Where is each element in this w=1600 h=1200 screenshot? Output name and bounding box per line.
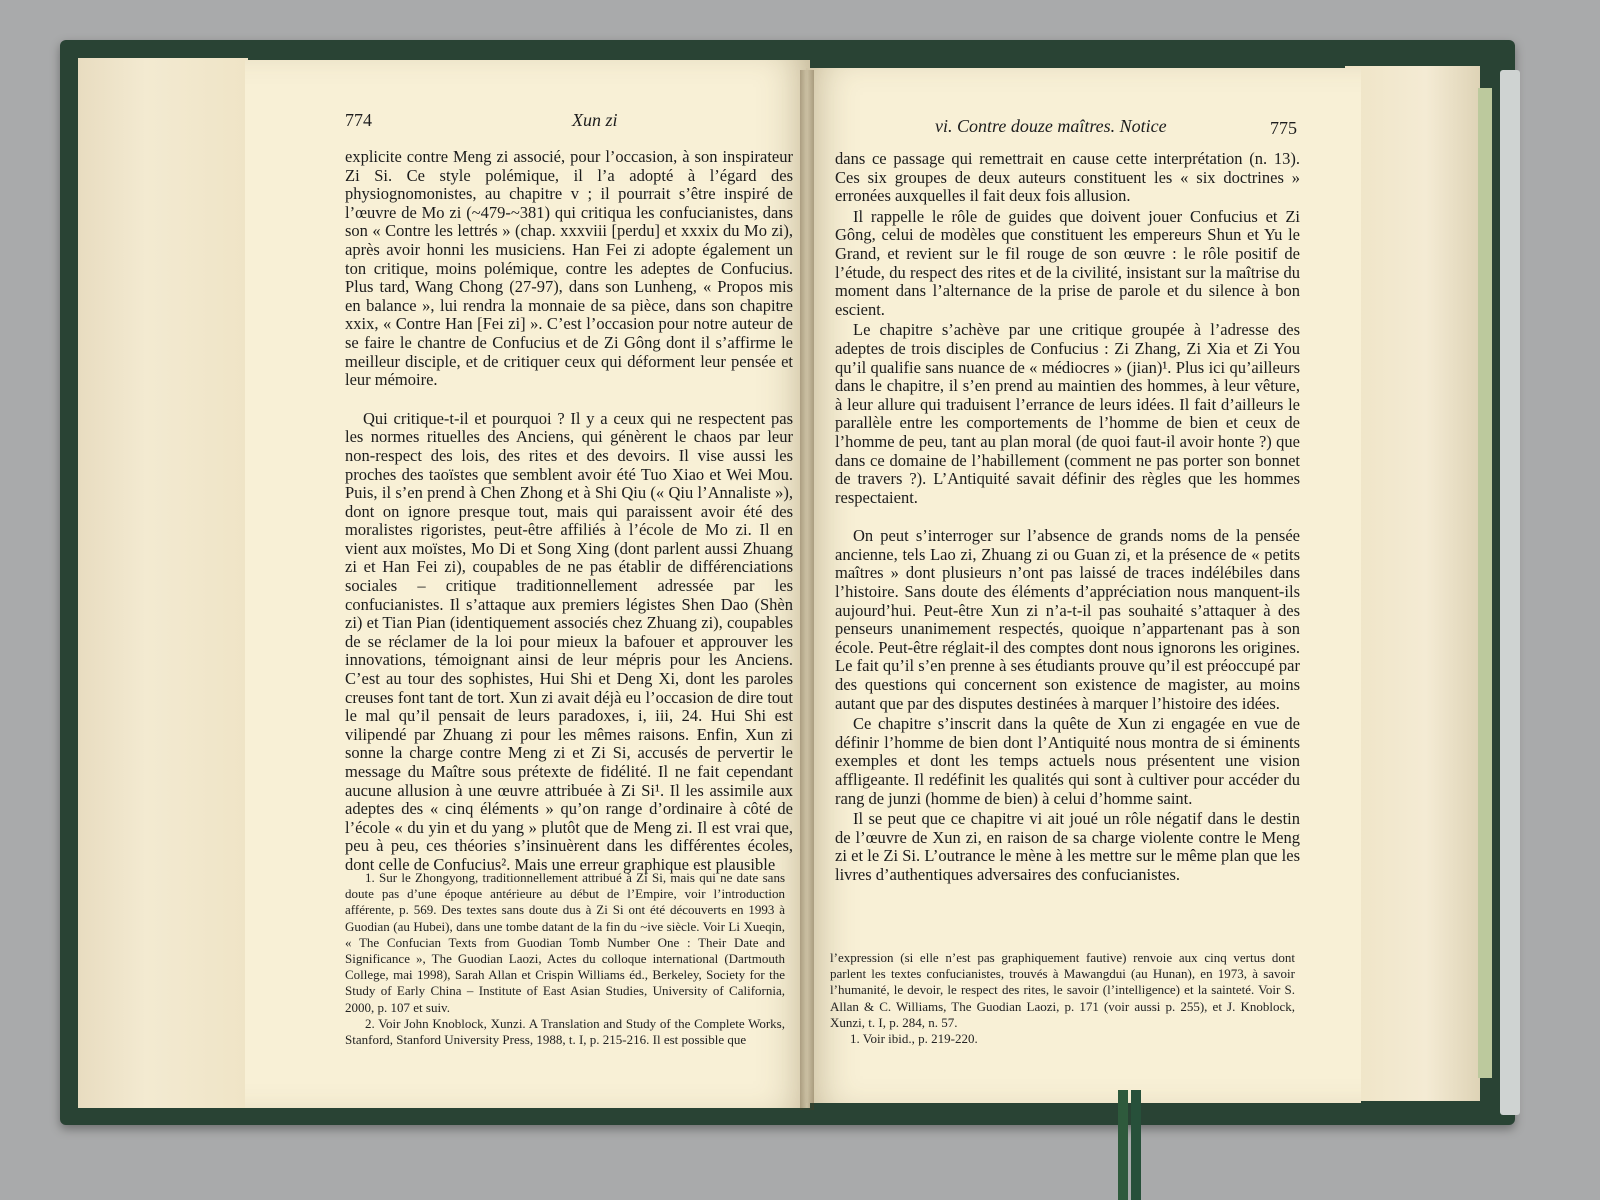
book-gutter xyxy=(800,70,814,1110)
page-block-tint xyxy=(1478,88,1492,1078)
left-running-head: Xun zi xyxy=(572,110,618,130)
paragraph: dans ce passage qui remettrait en cause cette interprétation (n. 13). Ces six groupes de deux auteurs constituent les « six doctrines » erronées auxquelles il fait deux fois allusion. xyxy=(835,149,1300,206)
left-footnotes xyxy=(345,870,785,1048)
footnote: 1. Sur le Zhongyong, traditionnellement attribué à Zi Si, mais qui ne date sans doute pas d’une époque antérieure au début de l’Empire, voir l’introduction afférente, p. 569. Des textes sans doute dus à Zi Si ont été découverts en 1993 à Guodian (au Hubei), dans une tombe datant de la fin du ~ive siècle. Voir Li Xueqin, « The Confucian Texts from Guodian Tomb Number One : Their Date and Significance », The Guodian Laozi, Actes du colloque international (Dartmouth College, mai 1998), Sarah Allan et Crispin Williams éd., Berkeley, Society for the Study of Early China – Institute of East Asian Studies, University of California, 2000, p. 107 et suiv. xyxy=(345,870,785,1015)
bookmark-ribbon xyxy=(1131,1090,1141,1200)
footnote: 1. Voir ibid., p. 219-220. xyxy=(850,1031,978,1047)
bookmark-ribbon xyxy=(1118,1090,1128,1200)
right-running-head: vi. Contre douze maîtres. Notice xyxy=(935,116,1167,136)
footnote: 2. Voir John Knoblock, Xunzi. A Translation and Study of the Complete Works, Stanford, Stanford University Press, 1988, t. I, p. 215-216. Il est possible que xyxy=(345,1015,785,1048)
paragraph: Il rappelle le rôle de guides que doivent jouer Confucius et Zi Gông, celui de modèles que constituent les empereurs Shun et Yu le Grand, et revient sur le fil rouge de son œuvre : le rôle positif de l’étude, du respect des rites et de la civilité, insistant sur la maîtrise du moment dans l’alternance de la prise de parole et du silence à bon escient. xyxy=(835,206,1300,319)
cover-edge xyxy=(1500,70,1520,1115)
right-body-text xyxy=(835,150,1300,885)
paragraph: explicite contre Meng zi associé, pour l’occasion, à son inspirateur Zi Si. Ce style polémique, il l’a adopté à l’égard des physiognomonistes, au chapitre v ; il pourrait s’être inspiré de l’œuvre de Mo zi (~479-~381) qui critiqua les confucianistes, dans son « Contre les lettrés » (chap. xxxviii [perdu] et xxxix du Mo zi), après avoir honni les musiciens. Han Fei zi adopte également un ton critique, moins polémique, contre les adeptes de Confucius. Plus tard, Wang Chong (27-97), dans son Lunheng, « Propos mis en balance », lui rendra la monnaie de sa pièce, dans son chapitre xxix, « Contre Han [Fei zi] ». C’est l’occasion pour notre auteur de se faire le chantre de Confucius et de Zi Gông dont il s’affirme le meilleur disciple, et de critiquer ceux qui déforment leur pensée et leur mémoire. xyxy=(345,147,793,390)
right-page-block xyxy=(1345,66,1480,1101)
paragraph: Ce chapitre s’inscrit dans la quête de Xun zi engagée en vue de définir l’homme de bien dont l’Antiquité nous montra de si éminents exemples et dont les temps actuels nous présentent une vision affligeante. Il redéfinit les qualités qui sont à cultiver pour accéder du rang de junzi (homme de bien) à celui d’homme saint. xyxy=(835,714,1300,808)
paragraph: On peut s’interroger sur l’absence de grands noms de la pensée ancienne, tels Lao zi, Zhuang zi ou Guan zi, et la présence de « petits maîtres » dont plusieurs n’ont pas laissé de traces indélébiles dans l’histoire. Sans doute des éléments d’appréciation nous manquent-ils aujourd’hui. Peut-être Xun zi n’a-t-il pas souhaité s’attaquer à des penseurs unanimement respectés, quoique n’appartenant pas à son école. Peut-être réglait-il des comptes dont nous ignorons les origines. Le fait qu’il s’en prenne à ses étudiants prouve qu’il est préoccupé par des questions qui concernent son existence de magister, au moins autant que par des disputes destinées à marquer l’histoire des idées. xyxy=(835,526,1300,713)
left-folio: 774 xyxy=(345,110,372,130)
left-page-block xyxy=(78,58,248,1108)
paragraph: Le chapitre s’achève par une critique groupée à l’adresse des adeptes de trois disciples de Confucius : Zi Zhang, Zi Xia et Zi You qu’il qualifie sans nuance de « médiocres » (jian)¹. Plus ici qu’ailleurs dans le chapitre, il s’en prend au maintien des hommes, à leur vêture, à leur allure qui traduisent l’errance de leurs idées. Il fait d’ailleurs le parallèle entre les comportements de l’homme de bien et ceux de l’homme de peu, tant au plan moral (de quoi faut-il avoir honte ?) que dans ce domaine de l’habillement (comment ne pas porter son bonnet de travers ?). L’Antiquité savait définir des règles que les hommes respectaient. xyxy=(835,320,1300,507)
right-footnotes xyxy=(830,950,1295,1047)
footnote: l’expression (si elle n’est pas graphiquement fautive) renvoie aux cinq vertus dont parlent les textes confucianistes, trouvés à Mawangdui (au Hunan), en 1973, à savoir l’humanité, le devoir, le respect des rites, le savoir (l’intelligence) et la sainteté. Voir S. Allan & C. Williams, The Guodian Laozi, p. 171 (voir aussi p. 255), et J. Knoblock, Xunzi, t. I, p. 284, n. 57. xyxy=(830,950,1295,1030)
paragraph: Il se peut que ce chapitre vi ait joué un rôle négatif dans le destin de l’œuvre de Xun zi, en raison de sa charge violente contre le Meng zi et le Zi Si. L’outrance le mène à les mettre sur le même plan que les livres d’authentiques adversaires des confucianistes. xyxy=(835,809,1300,884)
paragraph: Qui critique-t-il et pourquoi ? Il y a ceux qui ne respectent pas les normes rituelles des Anciens, qui génèrent le chaos par leur non-respect des lois, des rites et des devoirs. Il vise aussi les proches des taoïstes que semblent avoir été Tuo Xiao et Wei Mou. Puis, il s’en prend à Chen Zhong et à Shi Qiu (« Qiu l’Annaliste »), dont on ignore presque tout, mais qui paraissent avoir été des moralistes rigoristes, peut-être affiliés à l’école de Mo zi. Il en vient aux moïstes, Mo Di et Song Xing (dont parlent aussi Zhuang zi et Han Fei zi), coupables de ne pas établir de différenciations sociales – critique traditionnellement adressée par les confucianistes. Il s’attaque aux premiers légistes Shen Dao (Shèn zi) et Tian Pian (identiquement associés chez Zhuang zi), coupables de se réclamer de la loi pour mieux la bafouer et approuver les innovations, témoignant ainsi de leur mépris pour les Anciens. C’est au tour des sophistes, Hui Shi et Deng Xi, dont les paroles creuses font tant de tort. Xun zi avait déjà eu l’occasion de dire tout le mal qu’il pensait de leurs paradoxes, i, iii, 24. Hui Shi est vilipendé par Zhuang zi pour les mêmes raisons. Enfin, Xun zi sonne la charge contre Meng zi et Zi Si, accusés de pervertir le message du Maître sous prétexte de fidélité. Il ne fait cependant aucune allusion à une œuvre attribuée à Zi Si¹. Il les assimile aux adeptes des « cinq éléments » qu’on range d’ordinaire à côté de l’école « du yin et du yang » plutôt que de Meng zi. Il est vrai que, peu à peu, ces théories s’insinuèrent dans les différentes écoles, dont celle de Confucius². Mais une erreur graphique est plausible xyxy=(345,408,793,874)
right-folio: 775 xyxy=(1270,118,1297,138)
left-body-text xyxy=(345,148,793,875)
